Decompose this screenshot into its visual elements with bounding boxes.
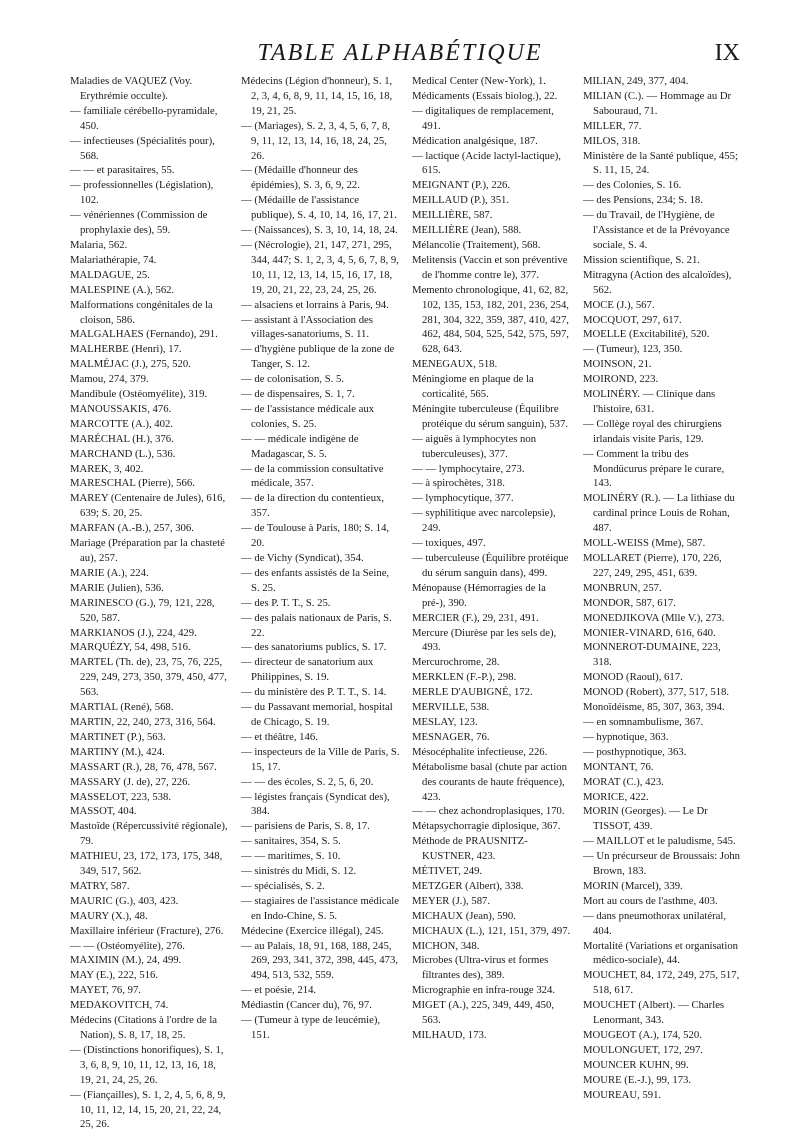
index-entry: MEILLIÈRE (Jean), 588. (412, 224, 522, 237)
index-entry: MENEGAUX, 518. (412, 358, 498, 371)
index-entry: MONBRUN, 257. (583, 581, 662, 594)
index-entry: MASSARY (J. de), 27, 226. (70, 775, 191, 788)
index-entry: Mandibule (Ostéomyélite), 319. (70, 388, 208, 401)
index-entry: Médecins (Légion d'honneur), S. 1, 2, 3, 4, 6, 8, 9, 11, 14, 15, 16, 18, 19, 21, 25. (241, 75, 393, 117)
index-entry: MOUCHET (Albert). — Charles Lenormant, 343. (583, 999, 725, 1027)
index-entry: — des palais nationaux de Paris, S. 22. (241, 611, 392, 639)
index-entry: — aiguës à lymphocytes non tuberculeuses), 377. (412, 432, 537, 460)
index-column-1 (70, 74, 229, 1134)
index-entry: — posthypnotique, 363. (583, 745, 687, 758)
index-entry: — lymphocytique, 377. (412, 492, 514, 505)
index-entry: — syphilitique avec narcolepsie), 249. (412, 507, 556, 535)
index-entry: — (Fiançailles), S. 1, 2, 4, 5, 6, 8, 9, 10, 11, 12, 14, 15, 20, 21, 22, 24, 25, 26. (70, 1088, 226, 1131)
index-entry: — légistes français (Syndicat des), 384. (241, 790, 390, 818)
index-entry: MICHAUX (L.), 121, 151, 379, 497. (412, 924, 571, 937)
index-entry: Mastoïde (Répercussivité régionale), 79. (70, 820, 228, 848)
index-entry: — de dispensaires, S. 1, 7. (241, 388, 355, 401)
index-entry: Mamou, 274, 379. (70, 373, 149, 386)
index-column-3 (412, 74, 571, 1134)
index-entry: MARTIAL (René), 568. (70, 701, 174, 714)
index-entry: Mort au cours de l'asthme, 403. (583, 894, 718, 907)
index-entry: Malariathérapie, 74. (70, 253, 157, 266)
index-entry: MAURIC (G.), 403, 423. (70, 894, 179, 907)
page-title: TABLE ALPHABÉTIQUE (257, 40, 543, 66)
index-entry: MILIAN (C.). — Hommage au Dr Sabouraud, 71. (583, 89, 732, 117)
index-entry: MARTEL (Th. de), 23, 75, 76, 225, 229, 249, 273, 350, 379, 450, 477, 563. (70, 656, 227, 699)
index-entry: — des Colonies, S. 16. (583, 179, 682, 192)
index-entry: MALGALHAES (Fernando), 291. (70, 328, 218, 341)
index-entry: MARIE (A.), 224. (70, 566, 149, 579)
index-entry: — familiale cérébello-pyramidale, 450. (70, 104, 218, 132)
index-entry: — Un précurseur de Broussais: John Brown, 183. (583, 850, 741, 878)
index-entry: — (Médaille de l'assistance publique), S. 4, 10, 14, 16, 17, 21. (241, 194, 397, 222)
index-entry: — — et parasitaires, 55. (70, 164, 175, 177)
index-entry: — (Nécrologie), 21, 147, 271, 295, 344, 447; S. 1, 2, 3, 4, 5, 6, 7, 8, 9, 10, 11, 12, 13, 14, 15, 16, 17, 18, 19, 20, 21, 22, 23, 24, 25, 26. (241, 238, 399, 296)
index-entry: Méthode de PRAUSNITZ-KUSTNER, 423. (412, 835, 528, 863)
index-entry: — de Toulouse à Paris, 180; S. 14, 20. (241, 522, 390, 550)
index-entry: MONIER-VINARD, 616, 640. (583, 626, 716, 639)
index-entry: — — chez achondroplasiques, 170. (412, 805, 565, 818)
index-entry: — (Naissances), S. 3, 10, 14, 18, 24. (241, 224, 398, 237)
index-entry: Mariage (Préparation par la chasteté au), 257. (70, 537, 225, 564)
index-entry: MALMÉJAC (J.), 275, 520. (70, 358, 191, 371)
index-entry: — des enfants assistés de la Seine, S. 25. (241, 566, 390, 594)
index-entry: — sinistrés du Midi, S. 12. (241, 865, 357, 878)
index-entry: MARTIN, 22, 240, 273, 316, 564. (70, 715, 216, 728)
index-entry: MALDAGUE, 25. (70, 268, 150, 281)
index-entry: Mélancolie (Traitement), 568. (412, 238, 541, 251)
index-entry: MOELLE (Excitabilité), 520. (583, 328, 710, 341)
index-entry: MORAT (C.), 423. (583, 775, 664, 788)
index-entry: Médication analgésique, 187. (412, 134, 538, 147)
index-entry: MOIROND, 223. (583, 373, 659, 386)
index-entry: MOINSON, 21. (583, 358, 652, 371)
index-entry: MAREK, 3, 402. (70, 462, 144, 475)
index-entry: MOUCHET, 84, 172, 249, 275, 517, 518, 617. (583, 969, 740, 997)
index-entry: MERKLEN (F.-P.), 298. (412, 671, 517, 684)
index-entry: Medical Center (New-York), 1. (412, 75, 546, 87)
index-entry: MESNAGER, 76. (412, 730, 490, 743)
index-entry: Méningite tuberculeuse (Équilibre protéique du sérum sanguin), 537. (412, 402, 569, 430)
index-entry: — au Palais, 18, 91, 168, 188, 245, 269, 293, 341, 372, 398, 445, 473, 494, 513, 532, 559. (241, 939, 398, 982)
index-entry: MONEDJIKOVA (Mlle V.), 273. (583, 611, 725, 624)
index-entry: MEIGNANT (P.), 226. (412, 179, 511, 192)
index-entry: MOUREAU, 591. (583, 1088, 662, 1101)
index-entry: — de colonisation, S. 5. (241, 373, 345, 386)
index-entry: — du Passavant memorial, hospital de Chicago, S. 19. (241, 701, 393, 728)
index-entry: — du Travail, de l'Hygiène, de l'Assistance et de la Prévoyance sociale, S. 4. (583, 209, 730, 251)
index-entry: MEDAKOVITCH, 74. (70, 999, 169, 1012)
index-entry: — du ministère des P. T. T., S. 14. (241, 686, 387, 699)
index-entry: Médecins (Citations à l'ordre de la Nation), S. 8, 17, 18, 25. (70, 1014, 218, 1041)
index-entry: MOUNCER KUHN, 99. (583, 1058, 689, 1071)
index-entry: MAXIMIN (M.), 24, 499. (70, 954, 182, 967)
index-entry: — lactique (Acide lactyl-lactique), 615. (412, 149, 561, 177)
index-entry: — — médicale indigène de Madagascar, S. 5. (241, 432, 359, 460)
index-entry: MARINESCO (G.), 79, 121, 228, 520, 587. (70, 596, 215, 624)
index-entry: — de l'assistance médicale aux colonies, S. 25. (241, 402, 375, 430)
index-entry: — (Mariages), S. 2, 3, 4, 5, 6, 7, 8, 9, 11, 12, 13, 14, 16, 18, 24, 25, 26. (241, 119, 391, 162)
index-entry: MONOD (Raoul), 617. (583, 671, 683, 684)
index-entry: METZGER (Albert), 338. (412, 879, 524, 892)
index-entry: — de Vichy (Syndicat), 354. (241, 552, 364, 564)
index-entry: MATRY, 587. (70, 879, 130, 892)
index-entry: Maladies de VAQUEZ (Voy. Erythrémie occulte). (70, 75, 193, 102)
index-entry: MORIN (Marcel), 339. (583, 879, 683, 892)
index-entry: MARTINET (P.), 563. (70, 730, 166, 743)
index-entry: Monoïdéisme, 85, 307, 363, 394. (583, 701, 725, 714)
index-entry: MAY (E.), 222, 516. (70, 969, 158, 982)
index-entry: MALHERBE (Henri), 17. (70, 343, 182, 356)
index-entry: Malformations congénitales de la cloison, 586. (70, 298, 213, 326)
index-entry: — parisiens de Paris, S. 8, 17. (241, 820, 370, 833)
index-entry: MONTANT, 76. (583, 760, 654, 773)
index-entry: MILOS, 318. (583, 134, 641, 147)
index-entry: Mercure (Diurèse par les sels de), 493. (412, 626, 557, 654)
index-entry: MILLER, 77. (583, 119, 642, 132)
index-entry: — (Tumeur à type de leucémie), 151. (241, 1014, 381, 1041)
index-entry: Médecine (Exercice illégal), 245. (241, 924, 384, 937)
index-entry: MATHIEU, 23, 172, 173, 175, 348, 349, 517, 562. (70, 850, 223, 878)
index-entry: MALESPINE (A.), 562. (70, 283, 175, 296)
index-entry: MARÉCHAL (H.), 376. (70, 432, 174, 445)
index-entry: Méningiome en plaque de la corticalité, 565. (412, 373, 534, 401)
index-entry: MERVILLE, 538. (412, 701, 490, 714)
index-entry: MARCOTTE (A.), 402. (70, 417, 174, 430)
index-entry: MERLE D'AUBIGNÉ, 172. (412, 686, 533, 699)
index-entry: MAYET, 76, 97. (70, 984, 141, 997)
index-entry: — de la commission consultative médicale, 357. (241, 462, 384, 490)
index-entry: MANOUSSAKIS, 476. (70, 402, 172, 415)
index-entry: — à spirochètes, 318. (412, 477, 505, 490)
index-entry: MOCE (J.), 567. (583, 298, 655, 311)
index-entry: MONDOR, 587, 617. (583, 596, 676, 609)
index-entry: MOURE (E.-J.), 99, 173. (583, 1073, 692, 1086)
index-entry: — assistant à l'Association des villages-sanatoriums, S. 11. (241, 313, 373, 341)
index-entry: — et théâtre, 146. (241, 730, 318, 743)
index-entry: — — maritimes, S. 10. (241, 850, 341, 863)
index-entry: — dans pneumothorax unilatéral, 404. (583, 909, 727, 937)
index-entry: — sanitaires, 354, S. 5. (241, 835, 341, 848)
index-entry: Mortalité (Variations et organisation médico-sociale), 44. (583, 939, 739, 967)
index-entry: Microbes (Ultra-virus et formes filtrantes des), 389. (412, 954, 549, 982)
index-entry: Mitragyna (Action des alcaloïdes), 562. (583, 268, 732, 296)
index-entry: MASSELOT, 223, 538. (70, 790, 172, 803)
index-entry: Médiastin (Cancer du), 76, 97. (241, 999, 372, 1012)
index-entry: — des sanatoriums publics, S. 17. (241, 641, 387, 654)
index-entry: — d'hygiène publique de la zone de Tanger, S. 12. (241, 343, 395, 371)
index-entry: — Collège royal des chirurgiens irlandais visite Paris, 129. (583, 417, 722, 445)
index-entry: MARFAN (A.-B.), 257, 306. (70, 522, 194, 535)
index-entry: Mission scientifique, S. 21. (583, 253, 700, 266)
index-entry: MARCHAND (L.), 536. (70, 447, 176, 460)
index-entry: — — (Ostéomyélite), 276. (70, 939, 185, 952)
index-entry: MORICE, 422. (583, 790, 649, 803)
index-entry: MOLINÉRY. — Clinique dans l'histoire, 631. (583, 388, 716, 415)
index-entry: Memento chronologique, 41, 62, 82, 102, 135, 153, 182, 201, 236, 254, 281, 304, 322, 359, 387, 410, 427, 462, 484, 504, 525, 542, 575, 597, 628, 643. (412, 283, 569, 356)
index-entry: Ménopause (Hémorragies de la pré-), 390. (412, 581, 546, 609)
index-entry: — toxiques, 497. (412, 537, 486, 550)
index-entry: Micrographie en infra-rouge 324. (412, 984, 556, 997)
index-column-2 (241, 74, 400, 1134)
index-entry: — professionnelles (Législation), 102. (70, 179, 214, 207)
index-entry: — Comment la tribu des Mondücurus prépare le curare, 143. (583, 447, 725, 490)
index-entry: MERCIER (F.), 29, 231, 491. (412, 611, 539, 624)
index-entry: MILHAUD, 173. (412, 1029, 487, 1041)
index-entry: MICHAUX (Jean), 590. (412, 909, 516, 922)
index-entry: MILIAN, 249, 377, 404. (583, 75, 689, 87)
index-entry: — vénériennes (Commission de prophylaxie des), 59. (70, 209, 208, 237)
index-entry: — digitaliques de remplacement, 491. (412, 104, 554, 132)
index-entry: Métapsychorragie diplosique, 367. (412, 820, 561, 833)
index-entry: — — lymphocytaire, 273. (412, 462, 525, 475)
index-entry: — spécialisés, S. 2. (241, 879, 325, 892)
index-entry: — de la direction du contentieux, 357. (241, 492, 385, 520)
index-entry: MAURY (X.), 48. (70, 909, 148, 922)
index-entry: — stagiaires de l'assistance médicale en Indo-Chine, S. 5. (241, 894, 400, 922)
index-entry: MOULONGUET, 172, 297. (583, 1043, 704, 1056)
index-entry: MIGET (A.), 225, 349, 449, 450, 563. (412, 999, 554, 1027)
index-entry: MONOD (Robert), 377, 517, 518. (583, 686, 730, 699)
index-entry: MORIN (Georges). — Le Dr TISSOT, 439. (583, 805, 708, 833)
index-entry: — des Pensions, 234; S. 18. (583, 194, 703, 207)
index-entry: — inspecteurs de la Ville de Paris, S. 15, 17. (241, 745, 400, 773)
index-entry: Mésocéphalite infectieuse, 226. (412, 745, 548, 758)
index-entry: — et poésie, 214. (241, 984, 317, 997)
index-entry: MOCQUOT, 297, 617. (583, 313, 682, 326)
index-entry: Melitensis (Vaccin et son préventive de l'homme contre le), 377. (412, 253, 568, 281)
index-entry: MAREY (Centenaire de Jules), 616, 639; S. 20, 25. (70, 492, 226, 520)
index-entry: MARTINY (M.), 424. (70, 745, 165, 758)
index-entry: MARQUÉZY, 54, 498, 516. (70, 641, 191, 654)
index-entry: — (Distinctions honorifiques), S. 1, 3, 6, 8, 9, 10, 11, 12, 13, 16, 18, 19, 21, 24, 25, 26. (70, 1043, 224, 1086)
index-entry: — alsaciens et lorrains à Paris, 94. (241, 298, 389, 311)
index-entry: MEILLAUD (P.), 351. (412, 194, 510, 207)
index-column-4 (583, 74, 742, 1134)
index-entry: — — des écoles, S. 2, 5, 6, 20. (241, 775, 374, 788)
index-entry: — infectieuses (Spécialités pour), 568. (70, 134, 215, 162)
index-entry: MICHON, 348. (412, 939, 480, 952)
index-entry: Métabolisme basal (chute par action des courants de haute fréquence), 423. (412, 760, 567, 803)
index-entry: Mercurochrome, 28. (412, 656, 500, 669)
index-entry: MARESCHAL (Pierre), 566. (70, 477, 195, 490)
page-number: IX (714, 40, 740, 66)
index-entry: MOLL-WEISS (Mme), 587. (583, 537, 706, 550)
index-entry: — (Médaille d'honneur des épidémies), S. 3, 6, 9, 22. (241, 164, 360, 192)
index-entry: — des P. T. T., S. 25. (241, 596, 331, 609)
index-entry: — (Tumeur), 123, 350. (583, 343, 683, 356)
index-entry: — tuberculeuse (Équilibre protéique du sérum sanguin dans), 499. (412, 552, 569, 579)
index-columns (70, 74, 742, 1134)
index-entry: Ministère de la Santé publique, 455; S. 11, 15, 24. (583, 149, 738, 177)
index-entry: MASSART (R.), 28, 76, 478, 567. (70, 760, 217, 773)
index-entry: MEILLIÈRE, 587. (412, 209, 493, 222)
index-entry: Médicaments (Essais biolog.), 22. (412, 89, 558, 102)
index-entry: MARKIANOS (J.), 224, 429. (70, 626, 197, 639)
index-entry: Malaria, 562. (70, 238, 128, 251)
index-entry: MESLAY, 123. (412, 715, 478, 728)
index-entry: MASSOT, 404. (70, 805, 137, 818)
index-entry: MONNEROT-DUMAINE, 223, 318. (583, 641, 721, 669)
index-entry: MÉTIVET, 249. (412, 865, 483, 878)
index-entry: MOUGEOT (A.), 174, 520. (583, 1029, 702, 1041)
index-entry: MEYER (J.), 587. (412, 894, 491, 907)
index-entry: — directeur de sanatorium aux Philippines, S. 19. (241, 656, 374, 684)
index-entry: — en somnambulisme, 367. (583, 715, 704, 728)
index-entry: MOLINÉRY (R.). — La lithiase du cardinal prince Louis de Rohan, 487. (583, 492, 735, 535)
index-entry: — hypnotique, 363. (583, 730, 669, 743)
index-entry: MARIE (Julien), 536. (70, 581, 164, 594)
index-entry: — MAILLOT et le paludisme, 545. (583, 835, 736, 848)
index-entry: MOLLARET (Pierre), 170, 226, 227, 249, 295, 451, 639. (583, 552, 722, 579)
index-entry: Maxillaire inférieur (Fracture), 276. (70, 924, 224, 937)
